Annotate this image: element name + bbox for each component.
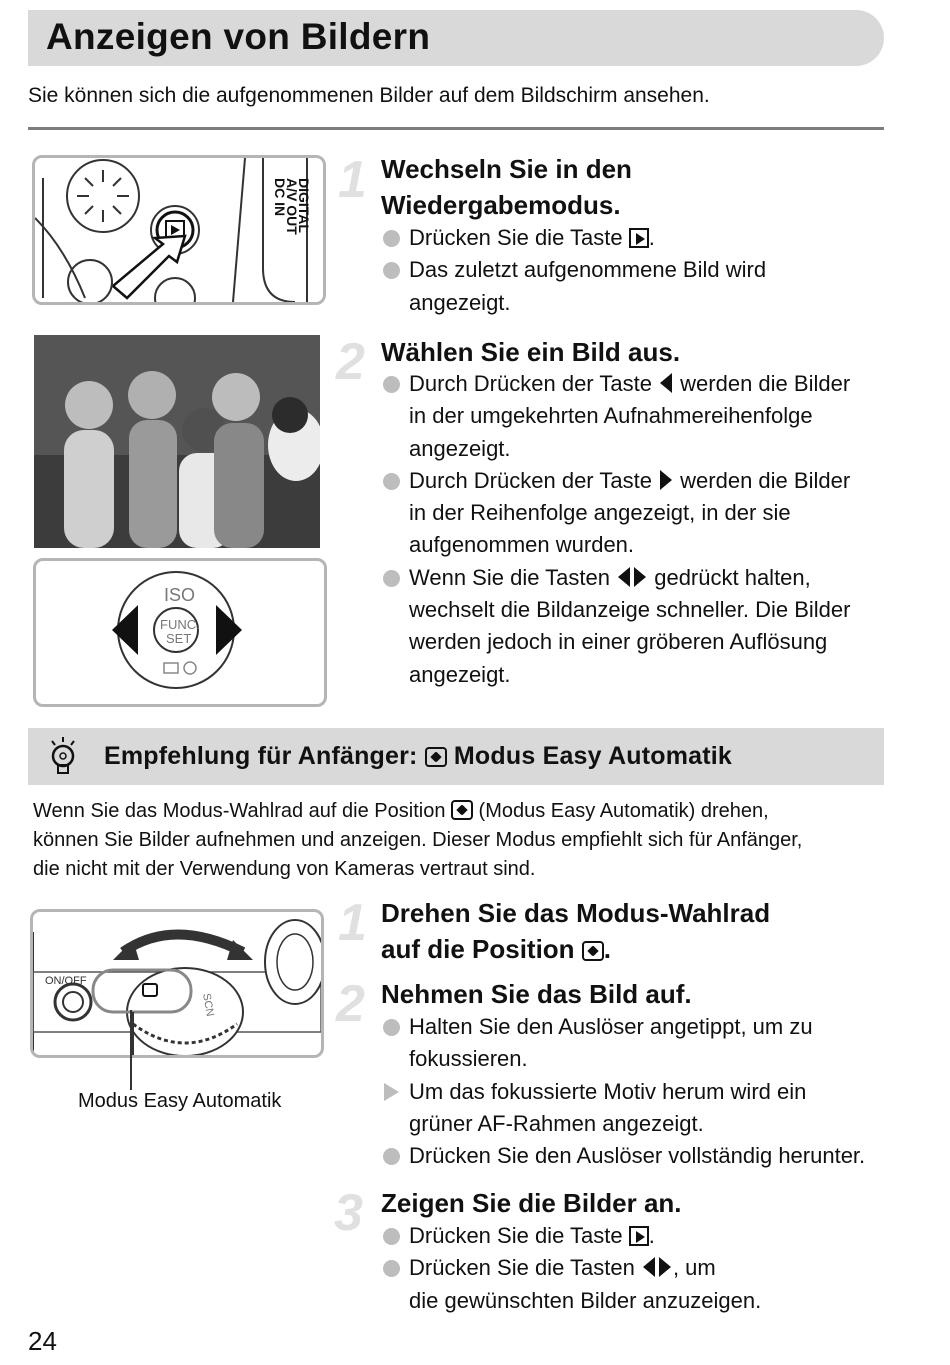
bullet-dot-icon (383, 473, 400, 490)
bullet-dot-icon (383, 1260, 400, 1277)
bullet-dot-icon (383, 1019, 400, 1036)
tip-heading: Empfehlung für Anfänger: Modus Easy Automatik (104, 742, 733, 770)
tip-body: Wenn Sie das Modus-Wahlrad auf die Position (Modus Easy Automatik) drehen, können Sie Bilder aufnehmen und anzeigen. Dieser Modus empfiehlt sich für Anfänger, die nicht mit der Verwendung von Kameras vertraut sind. (33, 800, 803, 880)
mode-dial-drawing (33, 912, 321, 1055)
step-1-number: 1 (338, 151, 367, 209)
digital-label: DIGITAL (296, 178, 312, 233)
step-1-bullets (381, 222, 901, 319)
easy-auto-icon (582, 941, 604, 961)
step-2-bullets (381, 368, 901, 691)
page-title: Anzeigen von Bildern (46, 16, 431, 57)
dc-in-label: DC IN (272, 178, 288, 217)
step-1-heading-line1: Wechseln Sie in den (381, 154, 632, 184)
left-arrow-icon (643, 1257, 655, 1277)
left-arrow-icon (618, 567, 630, 587)
list-item: Um das fokussierte Motiv herum wird ein grüner AF-Rahmen angezeigt. (381, 1076, 921, 1141)
bullet-dot-icon (383, 1148, 400, 1165)
bullet-dot-icon (383, 230, 400, 247)
scn-label: SCN (200, 992, 216, 1018)
step-3-bullets (381, 1220, 901, 1317)
lightbulb-icon (46, 736, 80, 783)
right-arrow-icon (660, 470, 672, 490)
step-2-heading: Wählen Sie ein Bild aus. (381, 337, 681, 367)
list-item: Drücken Sie die Tasten , um die gewünschten Bilder anzuzeigen. (381, 1252, 901, 1317)
list-item: Drücken Sie die Taste . (381, 222, 901, 254)
bullet-dot-icon (383, 1228, 400, 1245)
on-off-label: ON/OFF (45, 975, 87, 987)
list-item: Drücken Sie die Taste . (381, 1220, 901, 1252)
divider (28, 127, 884, 130)
playback-button-icon (629, 228, 649, 248)
step-2b-heading: Nehmen Sie das Bild auf. (381, 979, 692, 1009)
mode-dial-illustration (30, 909, 324, 1058)
av-out-label: A/V OUT (284, 178, 300, 235)
bullet-dot-icon (383, 262, 400, 279)
easy-auto-icon (451, 800, 473, 820)
control-dial-illustration (33, 558, 327, 707)
camera-playback-illustration (32, 155, 326, 305)
func-label: FUNC. (160, 617, 200, 632)
photo-drawing (34, 335, 320, 548)
camera-back-drawing (35, 158, 323, 302)
step-1b-heading: Drehen Sie das Modus-Wahlrad auf die Position . (381, 898, 771, 964)
bullet-dot-icon (383, 570, 400, 587)
sample-photo-children-with-dog (34, 335, 320, 548)
list-item: Durch Drücken der Taste werden die Bilder in der Reihenfolge angezeigt, in der sie aufgenommen wurden. (381, 465, 901, 562)
step-2b-number: 2 (336, 975, 365, 1033)
bullet-dot-icon (383, 376, 400, 393)
step-3-number: 3 (334, 1184, 363, 1242)
playback-button-icon (629, 1226, 649, 1246)
step-2b-bullets (381, 1011, 921, 1172)
right-arrow-icon (659, 1257, 671, 1277)
right-arrow-icon (634, 567, 646, 587)
dial-caption: Modus Easy Automatik (78, 1090, 282, 1112)
callout-line (130, 1010, 132, 1090)
list-item: Das zuletzt aufgenommene Bild wird angezeigt. (381, 254, 901, 319)
easy-auto-icon (425, 747, 447, 767)
list-item: Halten Sie den Auslöser angetippt, um zu fokussieren. (381, 1011, 921, 1076)
step-2-number: 2 (336, 333, 365, 391)
list-item: Durch Drücken der Taste werden die Bilder in der umgekehrten Aufnahmereihenfolge angezeigt. (381, 368, 901, 465)
set-label: SET (166, 631, 192, 646)
step-3-heading: Zeigen Sie die Bilder an. (381, 1188, 682, 1218)
intro-text: Sie können sich die aufgenommenen Bilder auf dem Bildschirm ansehen. (28, 84, 710, 107)
control-dial-drawing (36, 561, 324, 704)
step-1b-number: 1 (338, 894, 367, 952)
list-item: Drücken Sie den Auslöser vollständig herunter. (381, 1140, 921, 1172)
page-number: 24 (28, 1326, 57, 1356)
result-triangle-icon (384, 1083, 399, 1101)
list-item: Wenn Sie die Tasten gedrückt halten, wechselt die Bildanzeige schneller. Die Bilder werden jedoch in einer gröberen Auflösung angezeigt. (381, 562, 901, 691)
iso-label: ISO (164, 585, 196, 605)
step-1-heading-line2: Wiedergabemodus. (381, 190, 621, 220)
step-1-heading (381, 151, 632, 223)
left-arrow-icon (660, 373, 672, 393)
